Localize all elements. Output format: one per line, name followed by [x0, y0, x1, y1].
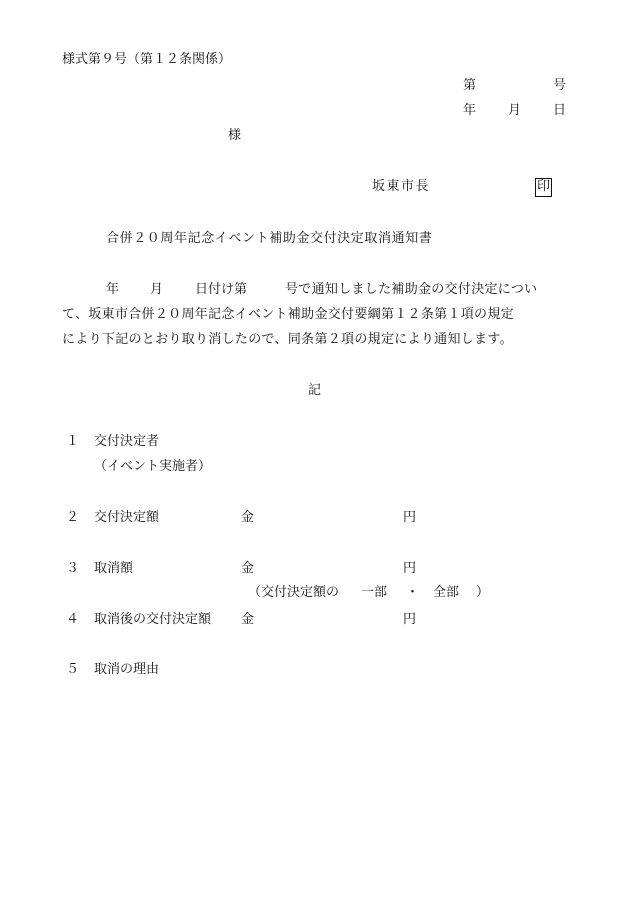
item-3-label: 取消額 [94, 561, 134, 576]
item-3-note-partial: 一部 [361, 585, 388, 600]
date-day: 日 [553, 103, 567, 118]
item-4-currency-prefix: 金 [241, 612, 255, 627]
item-1-number: １ [66, 434, 80, 449]
body-year: 年 [106, 282, 120, 297]
document-title: 合併２０周年記念イベント補助金交付決定取消通知書 [106, 231, 433, 246]
number-suffix: 号 [553, 78, 567, 93]
item-3-note-close: ） [476, 585, 490, 600]
body-month: 月 [150, 282, 164, 297]
body-line1-rest: 号で通知しました補助金の交付決定につい [285, 282, 538, 297]
item-2-label: 交付決定額 [94, 510, 160, 525]
item-3-note-separator: ・ [406, 585, 420, 600]
date-year: 年 [463, 103, 477, 118]
seal-stamp [535, 178, 552, 197]
item-3-currency-suffix: 円 [403, 561, 417, 576]
number-prefix: 第 [463, 78, 477, 93]
item-2-number: ２ [66, 510, 80, 525]
item-3-note-open: （交付決定額の [248, 585, 340, 600]
body-line2: て、坂東市合併２０周年記念イベント補助金交付要綱第１２条第１項の規定 [62, 307, 514, 322]
seal-label: 印 [535, 178, 552, 197]
item-4-currency-suffix: 円 [403, 612, 417, 627]
body-line3: により下記のとおり取り消したので、同条第２項の規定により通知します。 [62, 332, 513, 347]
date-month: 月 [508, 103, 522, 118]
body-date-given: 日付け第 [195, 282, 248, 297]
item-5-label: 取消の理由 [94, 662, 160, 677]
item-3-currency-prefix: 金 [241, 561, 255, 576]
addressee-suffix: 様 [228, 128, 242, 143]
item-1-label: 交付決定者 [94, 434, 160, 449]
item-4-label: 取消後の交付決定額 [94, 612, 212, 627]
ki-heading: 記 [308, 383, 322, 398]
item-4-number: ４ [66, 612, 80, 627]
item-1-sublabel: （イベント実施者） [94, 459, 212, 474]
item-3-note-full: 全部 [433, 585, 460, 600]
item-2-currency-suffix: 円 [403, 510, 417, 525]
item-2-currency-prefix: 金 [241, 510, 255, 525]
item-5-number: ５ [66, 662, 80, 677]
item-3-number: ３ [66, 561, 80, 576]
issuer-name: 坂東市長 [372, 179, 431, 194]
form-header: 様式第９号（第１２条関係） [62, 52, 232, 67]
